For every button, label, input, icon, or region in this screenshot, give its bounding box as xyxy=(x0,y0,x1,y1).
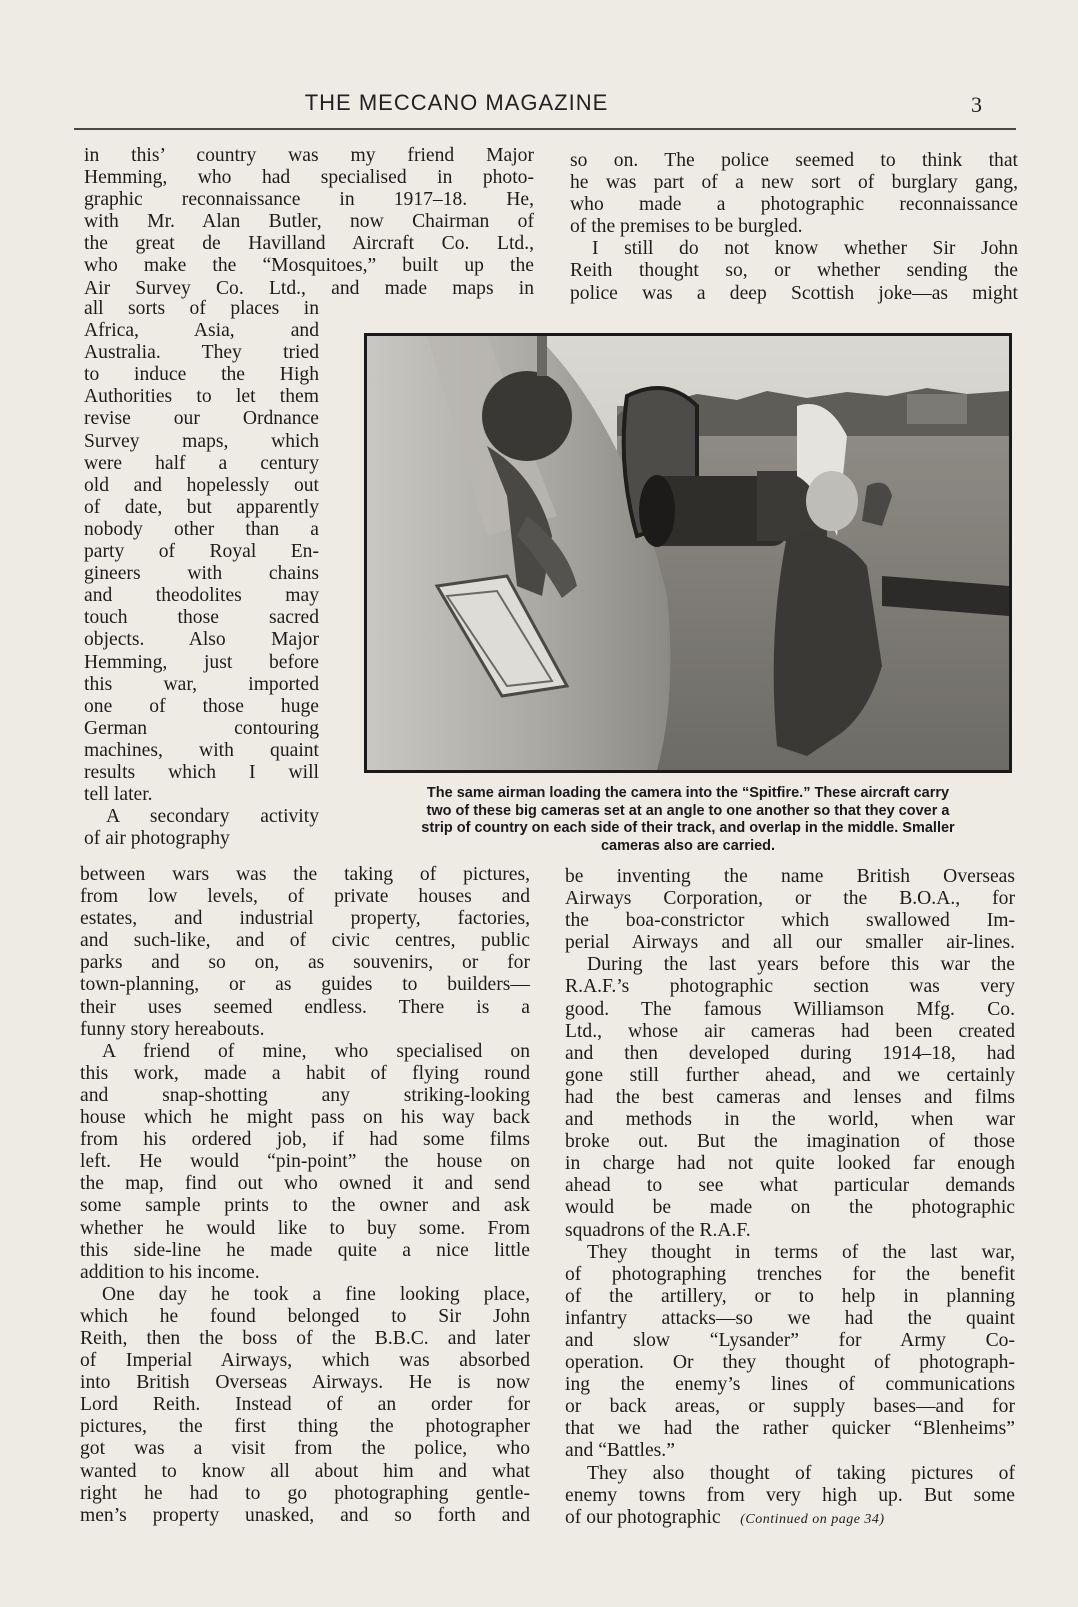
magazine-title: THE MECCANO MAGAZINE xyxy=(304,90,609,115)
text-line: that we had the rather quicker “Blenheims” xyxy=(565,1418,1015,1440)
text-line: Africa, Asia, and xyxy=(84,320,319,342)
text-line: One day he took a fine looking place, xyxy=(102,1283,530,1305)
text-line: Air Survey Co. Ltd., and made maps in xyxy=(84,277,534,299)
text-line: Reith, then the boss of the B.B.C. and later xyxy=(80,1327,530,1349)
text-line: police was a deep Scottish joke—as might xyxy=(570,282,1018,304)
text-line: party of Royal En- xyxy=(84,541,319,563)
text-line: nobody other than a xyxy=(84,518,319,540)
page-number: 3 xyxy=(971,92,982,117)
text-line: their uses seemed endless. There is a xyxy=(80,996,530,1018)
continued-note: (Continued on page 34) xyxy=(740,1511,885,1527)
text-line: A secondary activity xyxy=(106,806,319,828)
spitfire-camera-photo xyxy=(364,333,1012,773)
text-line: operation. Or they thought of photograph- xyxy=(565,1352,1015,1374)
text-line: the great de Havilland Aircraft Co. Ltd., xyxy=(84,233,534,255)
final-line xyxy=(565,1507,1015,1531)
text-line: with Mr. Alan Butler, now Chairman of xyxy=(84,211,534,233)
text-line: this work, made a habit of flying round xyxy=(80,1062,530,1084)
caption-line: The same airman loading the camera into the “Spitfire.” These aircraft carry xyxy=(426,785,950,801)
text-line: would be made on the photographic xyxy=(565,1197,1015,1219)
left-column-narrow xyxy=(84,298,319,850)
text-line: Reith thought so, or whether sending the xyxy=(570,260,1018,282)
text-line: so on. The police seemed to think that xyxy=(570,150,1018,171)
text-line: of photographing trenches for the benefit xyxy=(565,1263,1015,1285)
text-line: funny story hereabouts. xyxy=(80,1018,265,1040)
text-line: I still do not know whether Sir John xyxy=(592,238,1018,260)
text-line: and theodolites may xyxy=(84,585,319,607)
text-line: German contouring xyxy=(84,717,319,739)
text-line: the map, find out who owned it and send xyxy=(80,1173,530,1195)
text-line: who make the “Mosquitoes,” built up the xyxy=(84,255,534,277)
text-line: good. The famous Williamson Mfg. Co. xyxy=(565,998,1015,1020)
text-line: machines, with quaint xyxy=(84,739,319,761)
text-line: from his ordered job, if had some films xyxy=(80,1129,530,1151)
text-line: the boa-constrictor which swallowed Im- xyxy=(565,910,1015,932)
text-line: were half a century xyxy=(84,452,319,474)
text-line: men’s property unasked, and so forth and xyxy=(80,1504,530,1526)
caption-line: cameras also are carried. xyxy=(600,837,776,854)
text-line: Ltd., whose air cameras had been created xyxy=(565,1020,1015,1042)
text-line: estates, and industrial property, factories, xyxy=(80,908,530,930)
text-line: between wars was the taking of pictures, xyxy=(80,864,530,885)
text-line: which he found belonged to Sir John xyxy=(80,1305,530,1327)
text-line: enemy towns from very high up. But some xyxy=(565,1484,1015,1506)
text-line: ahead to see what particular demands xyxy=(565,1175,1015,1197)
text-line: ing the enemy’s lines of communications xyxy=(565,1374,1015,1396)
text-line: right he had to go photographing gentle- xyxy=(80,1482,530,1504)
text-line: left. He would “pin-point” the house on xyxy=(80,1151,530,1173)
text-line: objects. Also Major xyxy=(84,629,319,651)
text-line: of our photographic xyxy=(565,1506,721,1528)
text-line: got was a visit from the police, who xyxy=(80,1438,530,1460)
text-line: Airways Corporation, or the B.O.A., for xyxy=(565,888,1015,910)
text-line: broke out. But the imagination of those xyxy=(565,1131,1015,1153)
page-header xyxy=(74,84,1014,124)
left-column-top xyxy=(84,145,534,300)
left-column-bottom xyxy=(80,864,530,1527)
text-line: parks and so on, as souvenirs, or for xyxy=(80,952,530,974)
text-line: and such-like, and of civic centres, public xyxy=(80,930,530,952)
text-line: A friend of mine, who specialised on xyxy=(102,1040,530,1062)
text-line: to induce the High xyxy=(84,364,319,386)
text-line: this war, imported xyxy=(84,673,319,695)
text-line: from low levels, of private houses and xyxy=(80,886,530,908)
text-line: During the last years before this war the xyxy=(587,954,1015,976)
text-line: or back areas, or supply bases—and for xyxy=(565,1396,1015,1418)
text-line: in this’ country was my friend Major xyxy=(84,145,534,166)
text-line: squadrons of the R.A.F. xyxy=(565,1219,751,1241)
text-line: old and hopelessly out xyxy=(84,474,319,496)
text-line: of air photography xyxy=(84,828,230,850)
text-line: Survey maps, which xyxy=(84,430,319,452)
text-line: Hemming, who had specialised in photo- xyxy=(84,167,534,189)
right-column-bottom xyxy=(565,866,1015,1531)
text-line: wanted to know all about him and what xyxy=(80,1460,530,1482)
text-line: one of those huge xyxy=(84,695,319,717)
text-line: gone still further ahead, and we certainly xyxy=(565,1064,1015,1086)
text-line: graphic reconnaissance in 1917–18. He, xyxy=(84,189,534,211)
text-line: pictures, the first thing the photographer xyxy=(80,1416,530,1438)
text-line: and snap-shotting any striking-looking xyxy=(80,1084,530,1106)
right-column-top xyxy=(570,150,1018,305)
text-line: house which he might pass on his way back xyxy=(80,1107,530,1129)
text-line: and “Battles.” xyxy=(565,1440,675,1462)
text-line: Hemming, just before xyxy=(84,651,319,673)
text-line: R.A.F.’s photographic section was very xyxy=(565,976,1015,998)
caption-line: strip of country on each side of their track, and overlap in the middle. Smaller xyxy=(421,820,955,837)
text-line: They thought in terms of the last war, xyxy=(587,1241,1015,1263)
text-line: perial Airways and all our smaller air-lines. xyxy=(565,932,1015,954)
text-line: addition to his income. xyxy=(80,1261,260,1283)
text-line: of the artillery, or to help in planning xyxy=(565,1285,1015,1307)
text-line: tell later. xyxy=(84,784,153,806)
text-line: results which I will xyxy=(84,761,319,783)
text-line: whether he would like to buy some. From xyxy=(80,1217,530,1239)
text-line: in charge had not quite looked far enough xyxy=(565,1153,1015,1175)
text-line: Authorities to let them xyxy=(84,386,319,408)
text-line: he was part of a new sort of burglary gang, xyxy=(570,172,1018,194)
text-line: into British Overseas Airways. He is now xyxy=(80,1372,530,1394)
caption-line: two of these big cameras set at an angle to one another so that they cover a xyxy=(426,802,950,819)
text-line: all sorts of places in xyxy=(84,298,319,319)
text-line: town-planning, or as guides to builders— xyxy=(80,974,530,996)
text-line: of the premises to be burgled. xyxy=(570,216,803,238)
text-line: They also thought of taking pictures of xyxy=(587,1462,1015,1484)
text-line: this side-line he made quite a nice little xyxy=(80,1239,530,1261)
text-line: some sample prints to the owner and ask xyxy=(80,1195,530,1217)
text-line: of date, but apparently xyxy=(84,496,319,518)
text-line: Australia. They tried xyxy=(84,342,319,364)
text-line: be inventing the name British Overseas xyxy=(565,866,1015,887)
text-line: had the best cameras and lenses and films xyxy=(565,1086,1015,1108)
text-line: of Imperial Airways, which was absorbed xyxy=(80,1350,530,1372)
text-line: gineers with chains xyxy=(84,563,319,585)
text-line: Lord Reith. Instead of an order for xyxy=(80,1394,530,1416)
text-line: who made a photographic reconnaissance xyxy=(570,194,1018,216)
header-rule xyxy=(74,128,1016,130)
text-line: and then developed during 1914–18, had xyxy=(565,1042,1015,1064)
text-line: and methods in the world, when war xyxy=(565,1109,1015,1131)
photo-illustration xyxy=(367,336,1009,770)
text-line: infantry attacks—so we had the quaint xyxy=(565,1307,1015,1329)
text-line: and slow “Lysander” for Army Co- xyxy=(565,1329,1015,1351)
text-line: touch those sacred xyxy=(84,607,319,629)
photo-caption xyxy=(362,785,1014,855)
text-line: revise our Ordnance xyxy=(84,408,319,430)
